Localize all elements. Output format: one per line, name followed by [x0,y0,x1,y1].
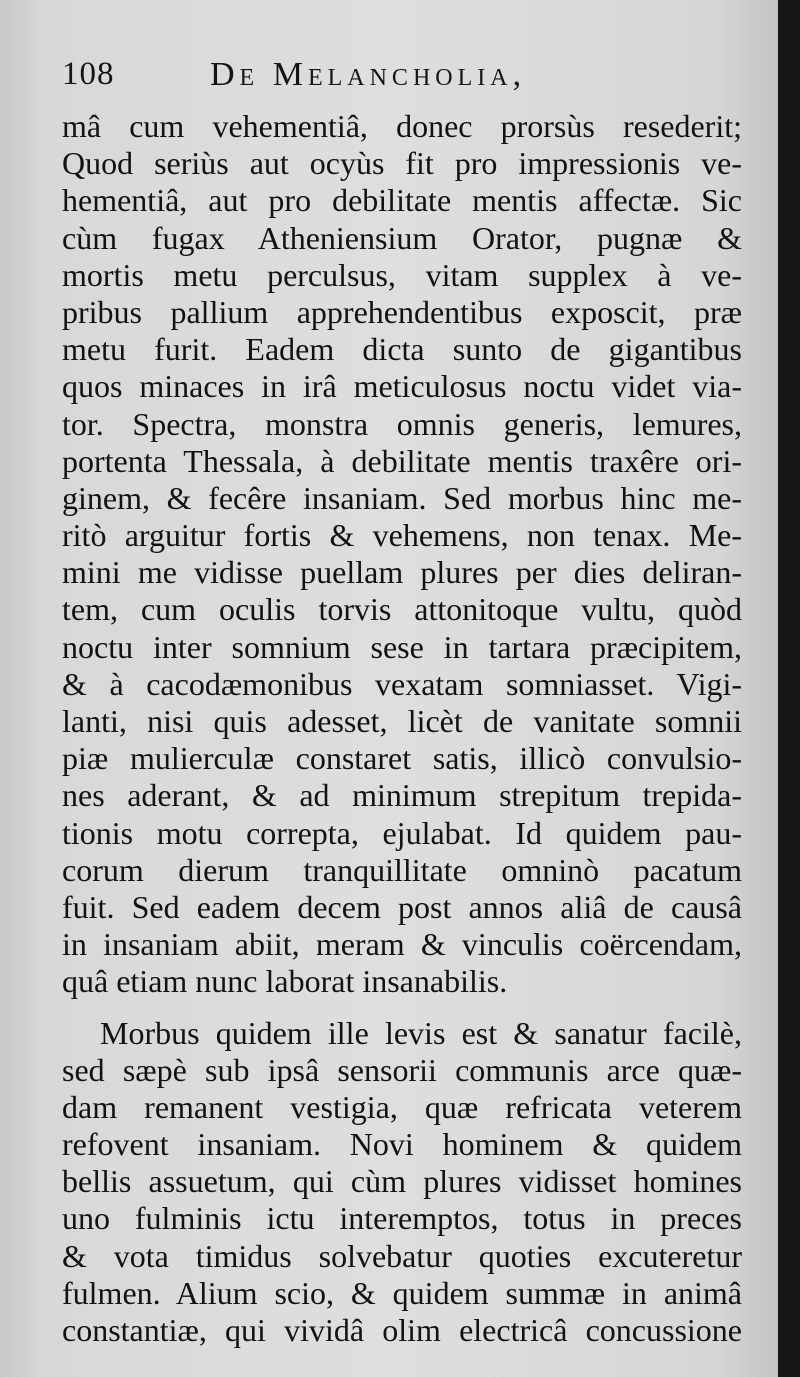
text-line: constantiæ, qui vividâ olim electricâ concussione [62,1312,742,1348]
text-line: piæ mulierculæ constaret satis, illicò convulsio- [62,740,742,777]
text-line: in insaniam abiit, meram & vinculis coërcendam, [62,926,742,963]
text-line: dam remanent vestigia, quæ refricata veterem [62,1088,742,1125]
text-line: lanti, nisi quis adesset, licèt de vanitate somnii [62,703,742,739]
text-line: pribus pallium apprehendentibus exposcit, præ [62,293,742,330]
text-line: tionis motu correpta, ejulabat. Id quidem pau- [62,814,742,851]
text-line: & vota timidus solvebatur quoties excuteretur [62,1237,742,1274]
text-line: uno fulminis ictu interemptos, totus in preces [62,1200,742,1237]
text-line: fuit. Sed eadem decem post annos aliâ de causâ [62,888,742,925]
text-line: refovent insaniam. Novi hominem & quidem [62,1126,742,1163]
text-line: hementiâ, aut pro debilitate mentis affectæ. Sic [62,182,742,219]
paragraph-1 [62,108,742,1001]
text-line: sed sæpè sub ipsâ sensorii communis arce quæ- [62,1051,742,1088]
text-line: Quod seriùs aut ocyùs fit pro impressionis ve- [62,145,742,182]
text-line: nes aderant, & ad minimum strepitum trepida- [62,777,742,814]
text-line: corum dierum tranquillitate omninò pacatum [62,851,742,888]
text-line: fulmen. Alium scio, & quidem summæ in animâ [62,1274,742,1311]
text-line: metu furit. Eadem dicta sunto de gigantibus [62,331,742,368]
text-line: noctu inter somnium sese in tartara præcipitem, [62,628,742,665]
text-line: mortis metu perculsus, vitam supplex à ve- [62,256,742,293]
text-line: & à cacodæmonibus vexatam somniasset. Vigi- [62,665,742,702]
text-line: quos minaces in irâ meticulosus noctu videt via- [62,368,742,405]
paragraph-2 [62,1015,742,1350]
text-line: tor. Spectra, monstra omnis generis, lemures, [62,405,742,442]
text-line: quâ etiam nunc laborat insanabilis. [62,963,508,1000]
text-line: ginem, & fecêre insaniam. Sed morbus hinc me- [62,479,742,516]
text-line: bellis assuetum, qui cùm plures vidisset homines [62,1163,742,1200]
book-spine-shadow [778,0,800,1377]
text-line: Morbus quidem ille levis est & sanatur facilè, [100,1014,742,1051]
text-line: tem, cum oculis torvis attonitoque vultu, quòd [62,591,742,628]
running-head: De Melancholia, [210,56,527,93]
text-line: cùm fugax Atheniensium Orator, pugnæ & [62,219,742,256]
page-number: 108 [62,56,115,92]
text-line: ritò arguitur fortis & vehemens, non tenax. Me- [62,517,742,554]
page-header [62,56,752,102]
text-line: mâ cum vehementiâ, donec prorsùs resederit; [62,108,742,144]
body-text [62,108,742,1349]
text-line: portenta Thessala, à debilitate mentis traxêre ori- [62,442,742,479]
text-line: mini me vidisse puellam plures per dies deliran- [62,554,742,591]
